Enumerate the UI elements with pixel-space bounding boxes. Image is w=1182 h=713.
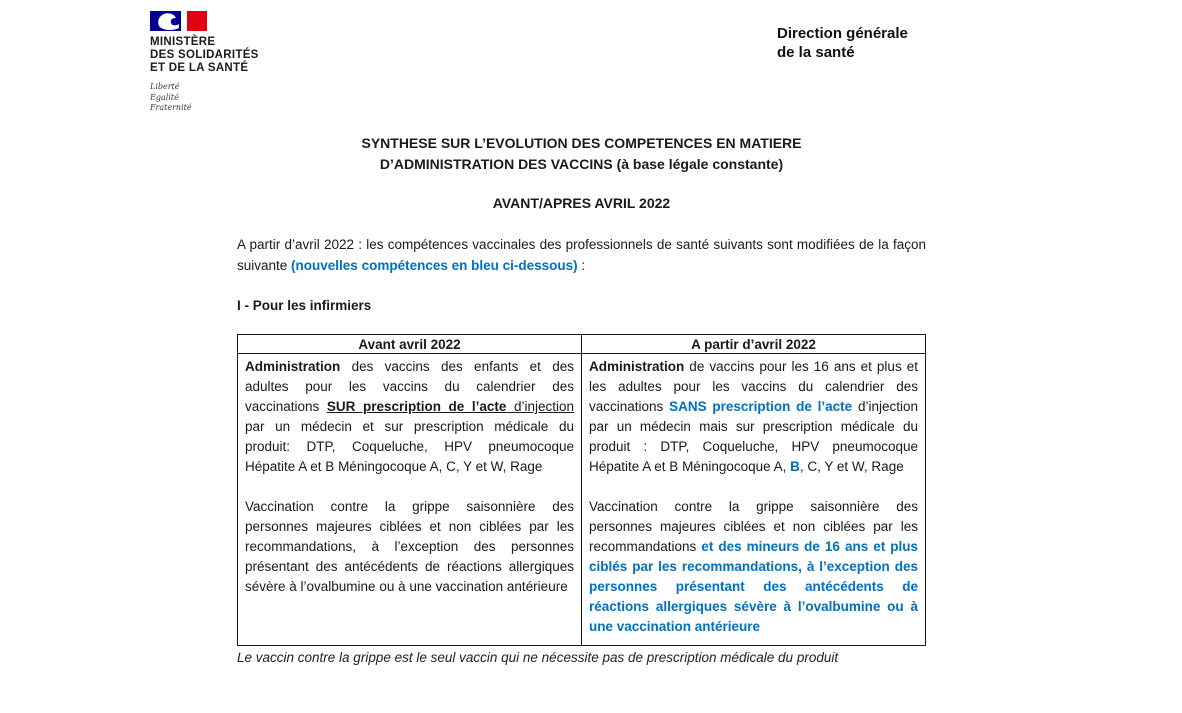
text-segment: par un médecin et sur prescription médicale du produit: DTP, Coqueluche, HPV pneumocoque Hépatite A et B Méningocoque A, C, Y et W, Rage [245,419,574,474]
motto-line: Liberté [150,82,180,91]
text-segment: des vaccins des enfants et des adultes pour les vaccins du calendrier des vaccinations [245,359,574,414]
competences-table [237,334,926,646]
text-segment: de vaccins pour les 16 ans et plus et les adultes pour les vaccins du calendrier des vaccinations [589,359,918,414]
column-header-after: A partir d’avril 2022 [582,335,926,354]
text-segment: , C, Y et W, Rage [799,459,904,474]
title-line-1: SYNTHESE SUR L’EVOLUTION DES COMPETENCES EN MATIERE [361,135,802,151]
text-segment-new-competence: B [790,459,800,474]
text-segment: d’injection par un médecin mais sur prescription médicale du produit : DTP, Coqueluche, HPV pneumocoque Hépatite A et B Méningocoque A, [589,399,918,474]
ministry-name-line: DES SOLIDARITÉS [150,49,259,61]
direction-generale-label [777,24,908,62]
before-paragraph-2: Vaccination contre la grippe saisonnière des personnes majeures ciblées et non ciblées par les recommandations, à l’exception des personnes présentant des antécédents de réactions allergiques sévère à l’ovalbumine ou à une vaccination antérieure [245,499,574,594]
text-segment: Vaccination contre la grippe saisonnière des personnes majeures ciblées et non ciblées par les recommandations [589,499,918,554]
intro-paragraph [237,234,926,276]
column-header-before: Avant avril 2022 [238,335,582,354]
ministry-name-line: ET DE LA SANTÉ [150,62,249,74]
direction-line: de la santé [777,44,855,61]
intro-text-end: : [577,258,586,273]
intro-text: A partir d’avril 2022 : les compétences vaccinales des professionnels de santé suivants sont modifiées de la façon suivante [237,237,926,273]
ministry-logo [150,11,259,114]
footnote: Le vaccin contre la grippe est le seul vaccin qui ne nécessite pas de prescription médicale du produit [237,650,839,665]
document-title [237,133,926,175]
intro-highlight: (nouvelles compétences en bleu ci-dessous) [291,258,578,273]
section-heading-infirmiers: I - Pour les infirmiers [237,298,372,313]
title-line-2: D’ADMINISTRATION DES VACCINS (à base légale constante) [379,156,784,172]
cell-apartir-avril-2022 [582,354,926,646]
ministry-motto [150,82,259,114]
document-subtitle: AVANT/APRES AVRIL 2022 [492,195,671,211]
text-segment-new-competence: et des mineurs de 16 ans et plus ciblés par les recommandations, à l’exception des personnes présentant des antécédents de réactions allergiques sévère à l’ovalbumine ou à une vaccination antérieure [589,539,918,634]
text-segment: SUR prescription de l’acte [326,399,507,414]
ministry-name [150,36,259,75]
direction-line: Direction générale [777,25,908,42]
motto-line: Égalité [150,92,179,102]
text-segment-new-competence: SANS prescription de l’acte [669,399,853,414]
motto-line: Fraternité [150,103,192,112]
text-segment: Administration [245,359,341,374]
table-body-row [238,354,926,646]
before-paragraph-1 [245,357,574,477]
document-body [237,133,926,667]
after-paragraph-1 [589,357,918,477]
french-flag-icon [150,11,207,31]
text-segment: Administration [589,359,685,374]
after-paragraph-2 [589,497,918,637]
text-segment: d’injection [506,399,575,414]
table-header-row [238,335,926,354]
cell-before-avril-2022 [238,354,582,646]
ministry-name-line: MINISTÈRE [150,36,216,48]
flag-red-band [187,11,207,31]
